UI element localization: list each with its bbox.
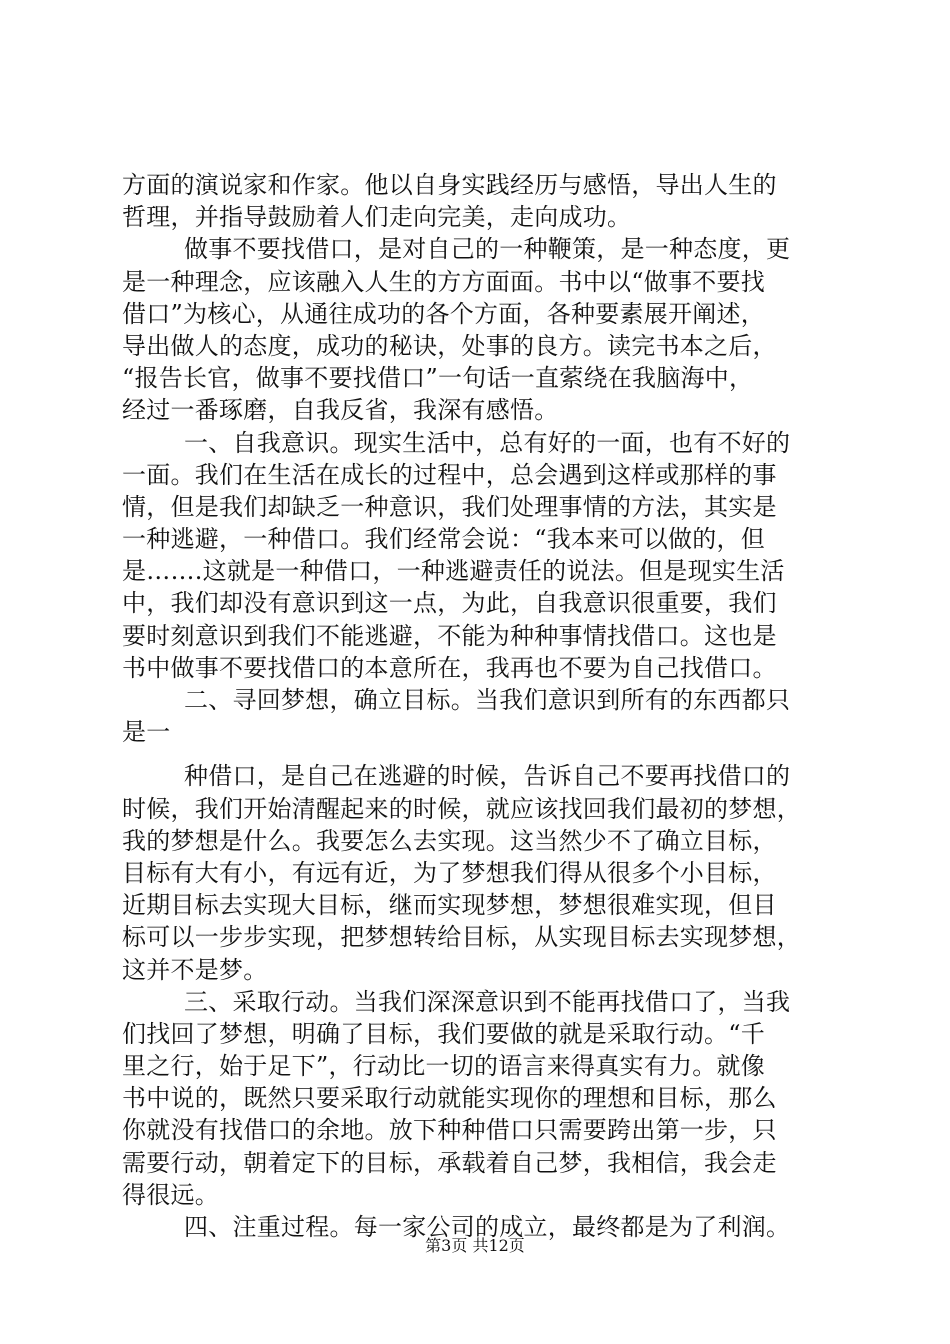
document-body (122, 169, 832, 1243)
text-line: 这并不是梦。 (122, 955, 268, 984)
text-line: 一面。我们在生活在成长的过程中，总会遇到这样或那样的事 (122, 460, 777, 489)
text-line: 是…….这就是一种借口，一种逃避责任的说法。但是现实生活 (122, 557, 785, 586)
text-line: 书中做事不要找借口的本意所在，我再也不要为自己找借口。 (122, 653, 777, 682)
text-line: 标可以一步步实现，把梦想转给目标，从实现目标去实现梦想， (122, 923, 801, 952)
text-line: 情，但是我们却缺乏一种意识，我们处理事情的方法，其实是 (122, 492, 777, 521)
text-line: 一、自我意识。现实生活中，总有好的一面，也有不好的 (184, 428, 791, 457)
text-line: 经过一番琢磨，自我反省，我深有感悟。 (122, 396, 559, 425)
text-line: 书中说的，既然只要采取行动就能实现你的理想和目标，那么 (122, 1084, 777, 1113)
text-line: 近期目标去实现大目标，继而实现梦想，梦想很难实现，但目 (122, 891, 777, 920)
text-line: 你就没有找借口的余地。放下种种借口只需要跨出第一步，只 (122, 1116, 777, 1145)
text-line: 们找回了梦想，明确了目标，我们要做的就是采取行动。“千 (122, 1019, 766, 1048)
text-line: 方面的演说家和作家。他以自身实践经历与感悟，导出人生的 (122, 171, 777, 199)
text-line: 需要行动，朝着定下的目标，承载着自己梦，我相信，我会走 (122, 1148, 777, 1177)
text-line: 二、寻回梦想，确立目标。当我们意识到所有的东西都只 (184, 686, 791, 714)
text-line: 三、采取行动。当我们深深意识到不能再找借口了，当我 (184, 987, 791, 1016)
page-number-footer: 第3页 共12页 (425, 1236, 525, 1255)
text-line: 要时刻意识到我们不能逃避，不能为种种事情找借口。这也是 (122, 621, 777, 650)
text-line: 中，我们却没有意识到这一点，为此，自我意识很重要，我们 (122, 589, 777, 618)
text-line: 一种逃避，一种借口。我们经常会说：“我本来可以做的，但 (122, 525, 766, 554)
text-line: 里之行，始于足下”，行动比一切的语言来得真实有力。就像 (122, 1052, 766, 1081)
text-line: 种借口，是自己在逃避的时候，告诉自己不要再找借口的 (184, 762, 791, 791)
text-line: 时候，我们开始清醒起来的时候，就应该找回我们最初的梦想， (122, 794, 801, 823)
text-line: 借口”为核心，从通往成功的各个方面，各种要素展开阐述， (122, 299, 766, 328)
text-line: 得很远。 (122, 1180, 219, 1209)
text-line: 哲理，并指导鼓励着人们走向完美，走向成功。 (122, 203, 632, 232)
text-line: 导出做人的态度，成功的秘诀，处事的良方。读完书本之后， (122, 331, 777, 360)
text-line: 是一 (122, 718, 171, 747)
text-line: 目标有大有小，有远有近，为了梦想我们得从很多个小目标， (122, 858, 777, 887)
text-line: 做事不要找借口，是对自己的一种鞭策，是一种态度，更 (184, 235, 791, 264)
text-line: 四、注重过程。每一家公司的成立，最终都是为了利润。 (184, 1213, 791, 1241)
text-line: 我的梦想是什么。我要怎么去实现。这当然少不了确立目标， (122, 826, 777, 855)
text-line: “报告长官，做事不要找借口”一句话一直萦绕在我脑海中， (122, 364, 754, 393)
text-line: 是一种理念，应该融入人生的方方面面。书中以“做事不要找 (122, 267, 766, 296)
